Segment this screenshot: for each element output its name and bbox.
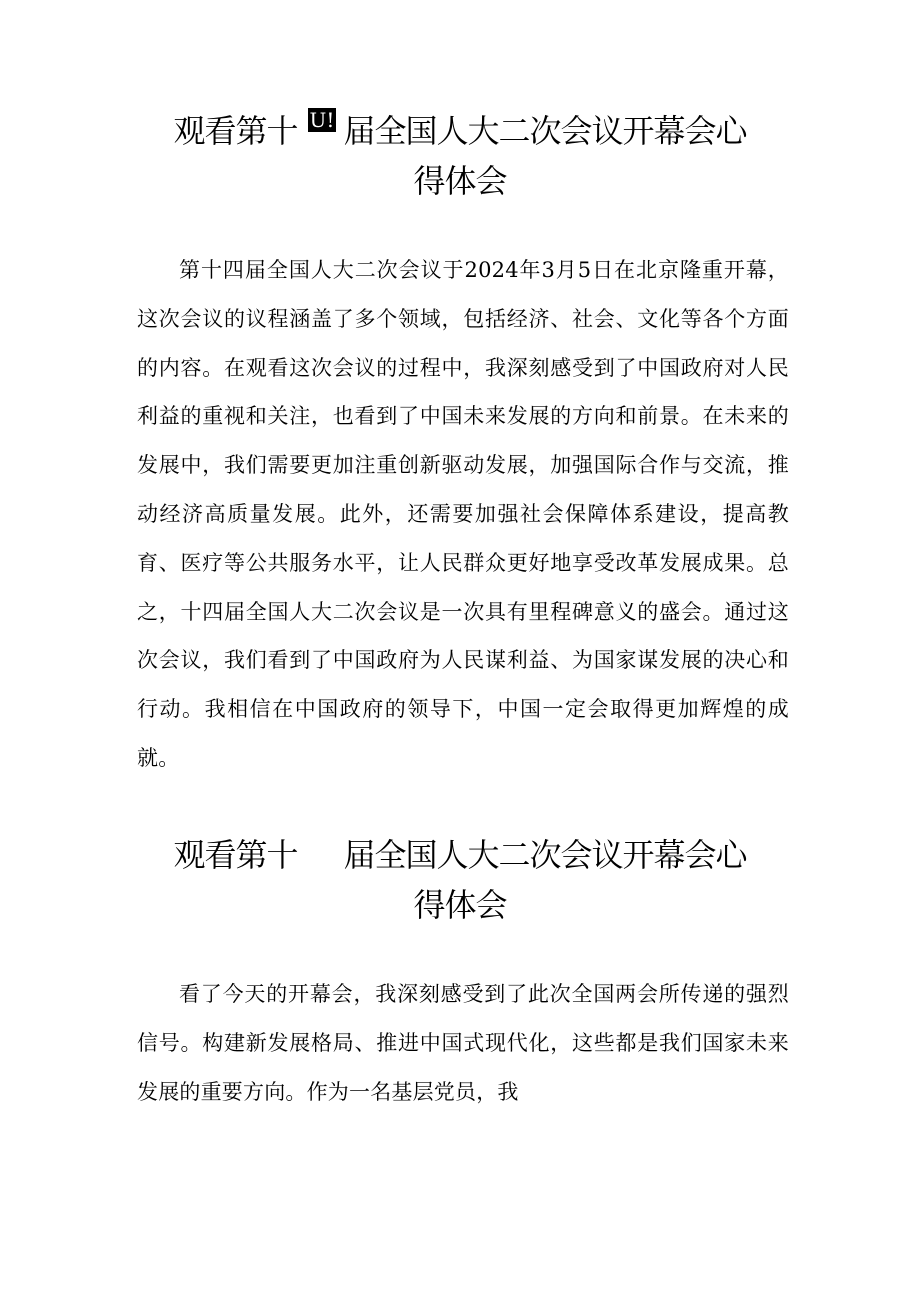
section-1-title [0, 106, 920, 206]
section-2-title-line-1 [0, 830, 920, 880]
section-2-title-part-2: 届全国人大二次会议开幕会心 [343, 836, 747, 874]
section-2-title-part-1: 观看第十 [173, 836, 298, 874]
section-1-body: 第十四届全国人大二次会议于2024年3月5日在北京隆重开幕，这次会议的议程涵盖了多个领域，包括经济、社会、文化等各个方面的内容。在观看这次会议的过程中，我深刻感受到了中国政府对人民利益的重视和关注，也看到了中国未来发展的方向和前景。在未来的发展中，我们需要更加注重创新驱动发展，加强国际合作与交流，推动经济高质量发展。此外，还需要加强社会保障体系建设，提高教育、医疗等公共服务水平，让人民群众更好地享受改革发展成果。总之，十四届全国人大二次会议是一次具有里程碑意义的盛会。通过这次会议，我们看到了中国政府为人民谋利益、为国家谋发展的决心和行动。我相信在中国政府的领导下，中国一定会取得更加辉煌的成就。 [137, 258, 789, 770]
section-1-title-line-2: 得体会 [413, 162, 507, 200]
section-1-title-part-1: 观看第十 [173, 112, 298, 150]
section-1-title-part-2: 届全国人大二次会议开幕会心 [343, 112, 747, 150]
section-1-title-line-1 [0, 106, 920, 156]
section-1-title-gap [298, 108, 344, 148]
glitch-glyph: U! [309, 108, 335, 132]
section-2-title-line-2: 得体会 [413, 886, 507, 924]
section-2-body: 看了今天的开幕会，我深刻感受到了此次全国两会所传递的强烈信号。构建新发展格局、推进中国式现代化，这些都是我们国家未来发展的重要方向。作为一名基层党员，我 [137, 982, 789, 1104]
section-2-title-gap [298, 842, 344, 872]
section-2-title [0, 830, 920, 930]
